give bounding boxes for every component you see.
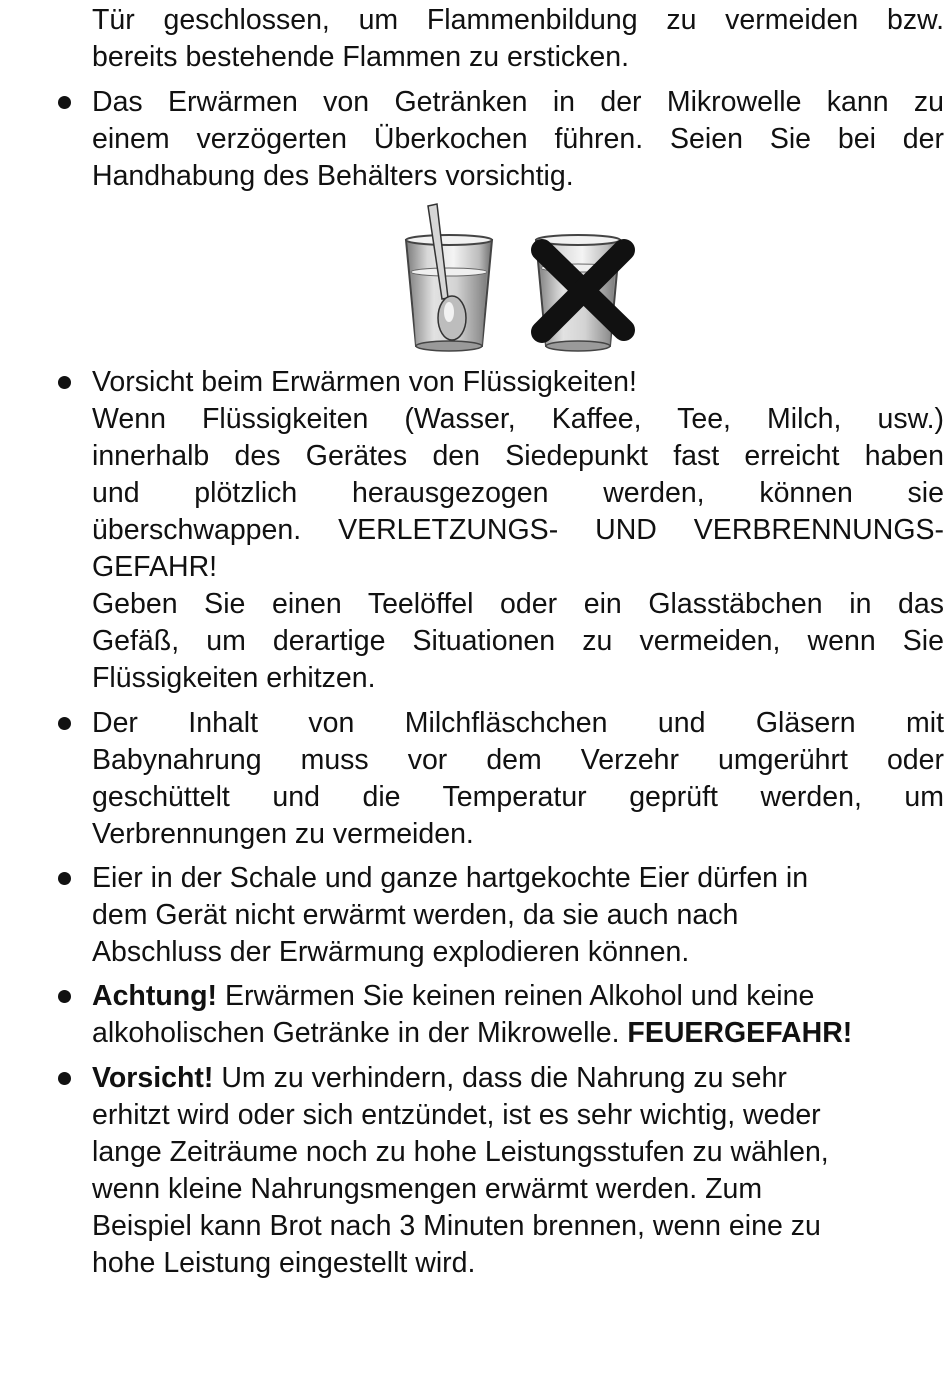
item-6-line-1-text: Um zu verhindern, dass die Nahrung zu sehr — [213, 1062, 787, 1094]
item-3-line-4: Verbrennungen zu vermeiden. — [92, 818, 474, 850]
item-2-line-8: Gefäß, um derartige Situationen zu vermeiden, wenn Sie — [92, 625, 944, 657]
item-2-line-7: Geben Sie einen Teelöffel oder ein Glasstäbchen in das — [92, 588, 944, 620]
attention-label: Achtung! — [92, 980, 218, 1012]
item-4-line-3: Abschluss der Erwärmung explodieren können. — [92, 936, 690, 968]
item-6-line-5: Beispiel kann Brot nach 3 Minuten brennen, wenn eine zu — [92, 1210, 821, 1242]
bullet-3 — [58, 717, 71, 730]
item-4-line-2: dem Gerät nicht erwärmt werden, da sie auch nach — [92, 899, 739, 931]
item-heated-drinks — [92, 84, 944, 195]
item-5-line-2-text: alkoholischen Getränke in der Mikrowelle. — [92, 1017, 628, 1049]
item-6-line-4: wenn kleine Nahrungsmengen erwärmt werden. Zum — [92, 1173, 763, 1205]
item-2-line-2: Wenn Flüssigkeiten (Wasser, Kaffee, Tee, Milch, usw.) — [92, 403, 944, 435]
bullet-2 — [58, 376, 71, 389]
item-5-line-1 — [92, 978, 944, 1015]
item-5-line-1-text: Erwärmen Sie keinen reinen Alkohol und keine — [217, 980, 815, 1012]
item-6-line-6: hohe Leistung eingestellt wird. — [92, 1247, 476, 1279]
item-3-line-1: Der Inhalt von Milchfläschchen und Gläsern mit — [92, 707, 944, 739]
item-2-line-5: überschwappen. VERLETZUNGS- UND VERBRENNUNGS- — [92, 514, 944, 546]
glasses-svg — [392, 200, 642, 356]
bullet-5 — [58, 990, 71, 1003]
intro-line-2: bereits bestehende Flammen zu ersticken. — [92, 41, 630, 73]
item-2-line-3: innerhalb des Gerätes den Siedepunkt fast erreicht haben — [92, 440, 944, 472]
item-baby-food — [92, 705, 944, 853]
item-3-line-3: geschüttelt und die Temperatur geprüft werden, um — [92, 781, 944, 813]
caution-label: Vorsicht! — [92, 1062, 214, 1094]
glass-with-spoon-icon — [406, 204, 492, 351]
glass-crossed-out-icon — [536, 235, 624, 351]
item-6-line-1 — [92, 1060, 944, 1097]
bullet-4 — [58, 872, 71, 885]
item-6-line-2: erhitzt wird oder sich entzündet, ist es sehr wichtig, weder — [92, 1099, 821, 1131]
item-heating-liquids — [92, 364, 944, 697]
bullet-1 — [58, 96, 71, 109]
item-1-line-3: Handhabung des Behälters vorsichtig. — [92, 160, 574, 192]
item-5-line-2 — [92, 1015, 944, 1052]
bullet-6 — [58, 1072, 71, 1085]
intro-paragraph — [92, 2, 944, 76]
glasses-illustration — [392, 200, 642, 356]
item-overheating-warning — [92, 1060, 944, 1282]
item-2-line-9: Flüssigkeiten erhitzen. — [92, 662, 376, 694]
intro-line-1: Tür geschlossen, um Flammenbildung zu vermeiden bzw. — [92, 4, 944, 36]
item-3-line-2: Babynahrung muss vor dem Verzehr umgerührt oder — [92, 744, 944, 776]
item-eggs — [92, 860, 944, 971]
item-2-line-1: Vorsicht beim Erwärmen von Flüssigkeiten! — [92, 366, 637, 398]
item-1-line-1: Das Erwärmen von Getränken in der Mikrowelle kann zu — [92, 86, 944, 118]
item-alcohol-warning — [92, 978, 944, 1052]
item-6-line-3: lange Zeiträume noch zu hohe Leistungsstufen zu wählen, — [92, 1136, 829, 1168]
item-2-line-6: GEFAHR! — [92, 551, 218, 583]
item-2-line-4: und plötzlich herausgezogen werden, können sie — [92, 477, 944, 509]
item-4-line-1: Eier in der Schale und ganze hartgekochte Eier dürfen in — [92, 862, 809, 894]
fire-hazard-label: FEUERGEFAHR! — [627, 1017, 853, 1049]
item-1-line-2: einem verzögerten Überkochen führen. Seien Sie bei der — [92, 123, 944, 155]
